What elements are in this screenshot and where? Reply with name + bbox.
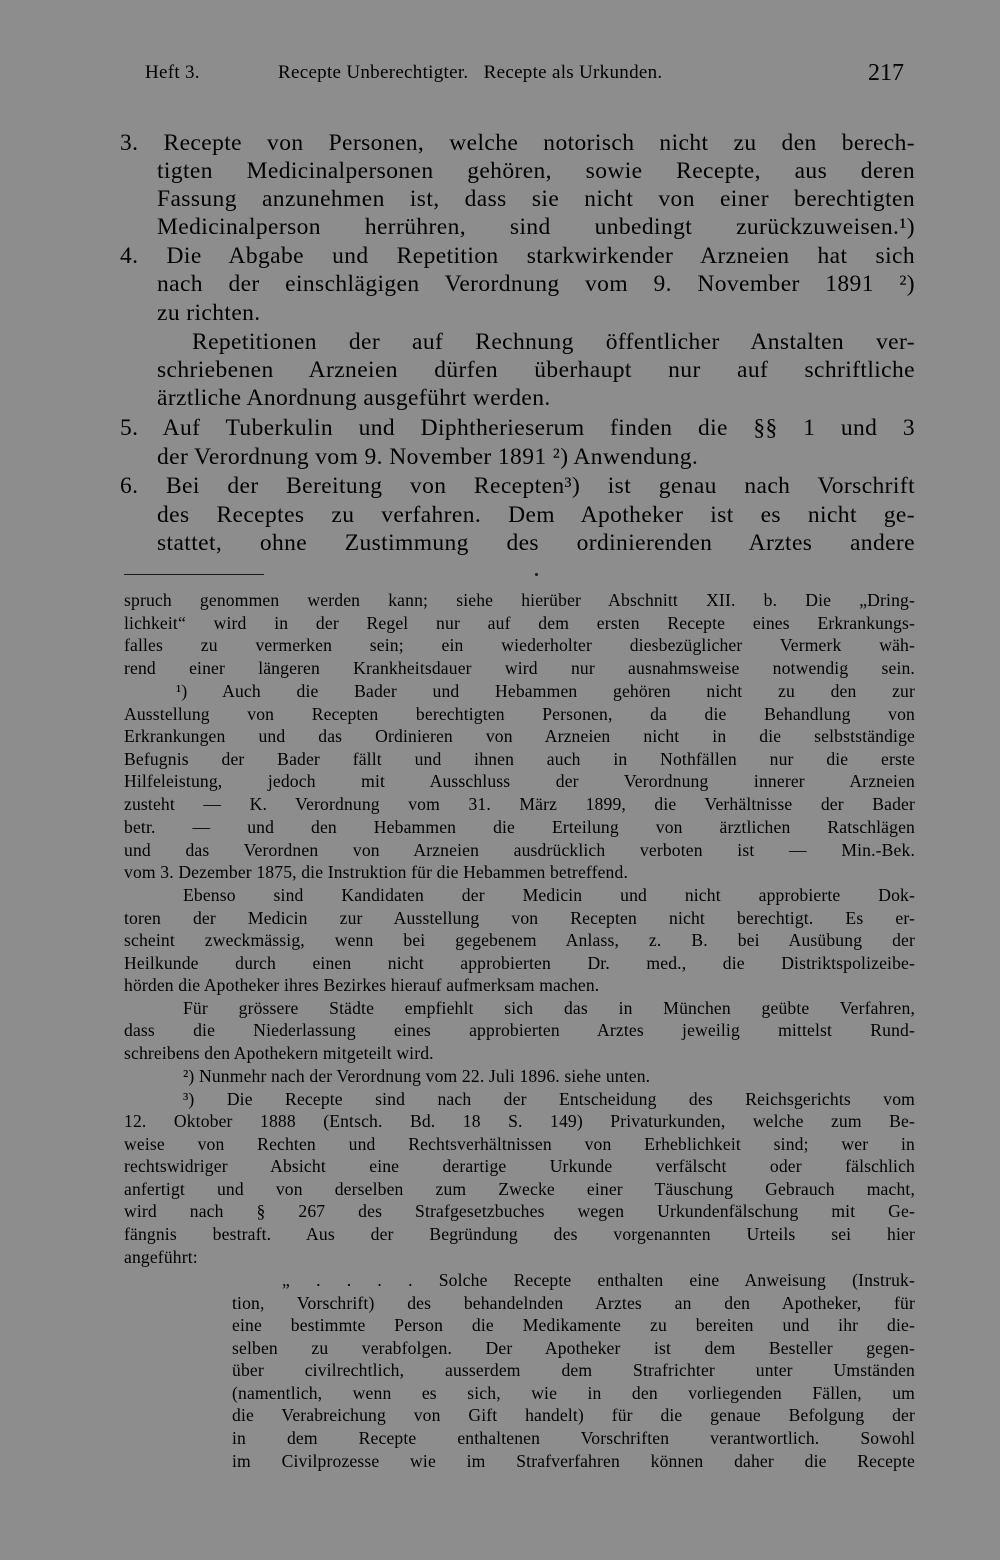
main-line-8: Repetitionen der auf Rechnung öffentlicher Anstalten ver- bbox=[192, 329, 915, 355]
footnote-line-6: Ausstellung von Recepten berechtigten Personen, da die Behandlung von bbox=[124, 704, 915, 724]
footnote-line-10: zusteht — K. Verordnung vom 31. März 1899, die Verhältnisse der Bader bbox=[124, 794, 915, 814]
main-line-11: 5. Auf Tuberkulin und Diphtherieserum finden die §§ 1 und 3 bbox=[120, 415, 915, 441]
footnote-line-36: (namentlich, wenn es sich, wie in den vorliegenden Fällen, um bbox=[232, 1383, 915, 1403]
footnote-line-35: über civilrechtlich, ausserdem dem Strafrichter unter Umständen bbox=[232, 1360, 915, 1380]
footnote-line-30: angeführt: bbox=[124, 1247, 198, 1267]
footnote-line-24: 12. Oktober 1888 (Entsch. Bd. 18 S. 149) Privaturkunden, welche zum Be- bbox=[124, 1111, 915, 1131]
main-line-14: des Receptes zu verfahren. Dem Apotheker ist es nicht ge- bbox=[157, 502, 915, 528]
main-line-5: 4. Die Abgabe und Repetition starkwirkender Arzneien hat sich bbox=[120, 243, 915, 269]
footnote-line-5: ¹) Auch die Bader und Hebammen gehören nicht zu den zur bbox=[176, 681, 915, 701]
footnote-line-37: die Verabreichung von Gift handelt) für die genaue Befolgung der bbox=[232, 1405, 915, 1425]
footnote-line-32: tion, Vorschrift) des behandelnden Arztes an den Apotheker, für bbox=[232, 1293, 915, 1313]
main-line-3: Fassung anzunehmen ist, dass sie nicht von einer berechtigten bbox=[157, 186, 915, 212]
footnote-line-16: scheint zweckmässig, wenn bei gegebenem Anlass, z. B. bei Ausübung der bbox=[124, 930, 915, 950]
footnote-dot bbox=[535, 573, 538, 576]
main-line-1: 3. Recepte von Personen, welche notorisch nicht zu den berech- bbox=[120, 130, 915, 156]
footnote-line-39: im Civilprozesse wie im Strafverfahren können daher die Recepte bbox=[232, 1451, 915, 1471]
footnote-line-21: schreibens den Apothekern mitgeteilt wird. bbox=[124, 1043, 434, 1063]
footnote-line-23: ³) Die Recepte sind nach der Entscheidung des Reichsgerichts vom bbox=[183, 1089, 915, 1109]
footnote-line-1: spruch genommen werden kann; siehe hierüber Abschnitt XII. b. Die „Dring- bbox=[124, 590, 915, 610]
footnote-line-34: selben zu verabfolgen. Der Apotheker ist dem Besteller gegen- bbox=[232, 1338, 915, 1358]
footnote-line-18: hörden die Apotheker ihres Bezirkes hierauf aufmerksam machen. bbox=[124, 975, 600, 995]
footnote-line-28: wird nach § 267 des Strafgesetzbuches wegen Urkundenfälschung mit Ge- bbox=[124, 1201, 915, 1221]
footnote-line-11: betr. — und den Hebammen die Erteilung von ärztlichen Ratschlägen bbox=[124, 817, 915, 837]
footnote-line-22: ²) Nunmehr nach der Verordnung vom 22. Juli 1896. siehe unten. bbox=[183, 1066, 651, 1086]
footnote-line-38: in dem Recepte enthaltenen Vorschriften verantwortlich. Sowohl bbox=[232, 1428, 915, 1448]
footnote-line-31: „ . . . . Solche Recepte enthalten eine Anweisung (Instruk- bbox=[282, 1270, 915, 1290]
footnote-line-29: fängnis bestraft. Aus der Begründung des vorgenannten Urteils sei hier bbox=[124, 1224, 915, 1244]
main-line-4: Medicinalperson herrühren, sind unbedingt zurückzuweisen.¹) bbox=[157, 214, 915, 240]
main-line-9: schriebenen Arzneien dürfen überhaupt nur auf schriftliche bbox=[157, 357, 915, 383]
footnote-line-17: Heilkunde durch einen nicht approbierten Dr. med., die Distriktspolizeibe- bbox=[124, 953, 915, 973]
footnote-line-9: Hilfeleistung, jedoch mit Ausschluss der Verordnung innerer Arzneien bbox=[124, 771, 915, 791]
running-head-title: Recepte Unberechtigter. Recepte als Urkunden. bbox=[278, 62, 663, 83]
footnote-line-20: dass die Niederlassung eines approbierten Arztes jeweilig mittelst Rund- bbox=[124, 1020, 915, 1040]
main-line-7: zu richten. bbox=[157, 300, 261, 326]
footnote-rule bbox=[124, 574, 264, 575]
footnote-line-13: vom 3. Dezember 1875, die Instruktion für die Hebammen betreffend. bbox=[124, 862, 629, 882]
footnote-line-33: eine bestimmte Person die Medikamente zu bereiten und ihr die- bbox=[232, 1315, 915, 1335]
running-head-issue: Heft 3. bbox=[145, 62, 200, 83]
footnote-line-25: weise von Rechten und Rechtsverhältnissen von Erheblichkeit sind; wer in bbox=[124, 1134, 915, 1154]
main-line-12: der Verordnung vom 9. November 1891 ²) Anwendung. bbox=[157, 444, 699, 470]
footnote-line-27: anfertigt und von derselben zum Zwecke einer Täuschung Gebrauch macht, bbox=[124, 1179, 915, 1199]
footnote-line-2: lichkeit“ wird in der Regel nur auf dem ersten Recepte eines Erkrankungs- bbox=[124, 613, 915, 633]
footnote-line-7: Erkrankungen und das Ordinieren von Arzneien nicht in die selbstständige bbox=[124, 726, 915, 746]
footnote-line-12: und das Verordnen von Arzneien ausdrücklich verboten ist — Min.-Bek. bbox=[124, 840, 915, 860]
main-line-13: 6. Bei der Bereitung von Recepten³) ist genau nach Vorschrift bbox=[120, 473, 915, 499]
footnote-line-8: Befugnis der Bader fällt und ihnen auch in Nothfällen nur die erste bbox=[124, 749, 915, 769]
main-line-10: ärztliche Anordnung ausgeführt werden. bbox=[157, 385, 551, 411]
footnote-line-26: rechtswidriger Absicht eine derartige Urkunde verfälscht oder fälschlich bbox=[124, 1156, 915, 1176]
footnote-line-14: Ebenso sind Kandidaten der Medicin und nicht approbierte Dok- bbox=[183, 885, 915, 905]
footnote-line-19: Für grössere Städte empfiehlt sich das in München geübte Verfahren, bbox=[183, 998, 915, 1018]
footnote-line-4: rend einer längeren Krankheitsdauer wird nur ausnahmsweise notwendig sein. bbox=[124, 658, 915, 678]
main-line-2: tigten Medicinalpersonen gehören, sowie Recepte, aus deren bbox=[157, 158, 915, 184]
main-line-6: nach der einschlägigen Verordnung vom 9. November 1891 ²) bbox=[157, 271, 915, 297]
main-line-15: stattet, ohne Zustimmung des ordinierenden Arztes andere bbox=[157, 530, 915, 556]
page-number: 217 bbox=[868, 60, 904, 86]
footnote-line-15: toren der Medicin zur Ausstellung von Recepten nicht berechtigt. Es er- bbox=[124, 908, 915, 928]
footnote-line-3: falles zu vermerken sein; ein wiederholter diesbezüglicher Vermerk wäh- bbox=[124, 635, 915, 655]
